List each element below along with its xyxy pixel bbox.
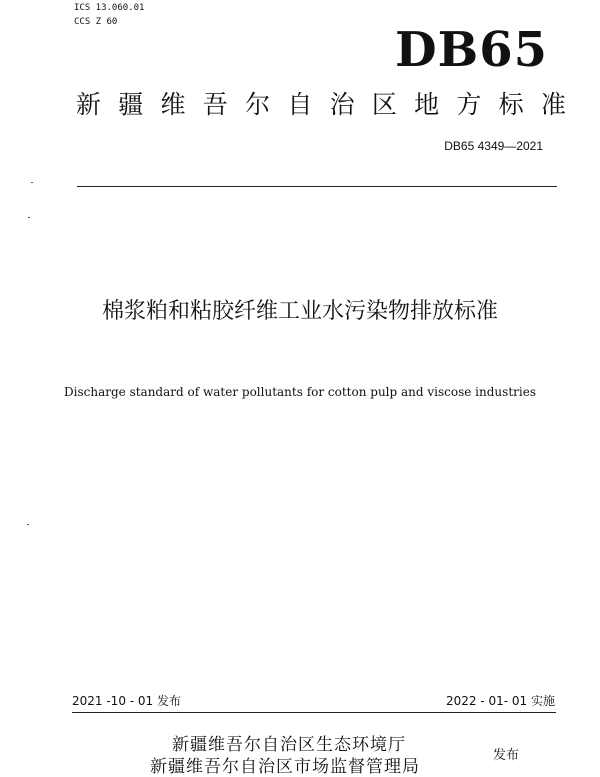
standard-type-char: 新 [76, 90, 102, 119]
standard-number: DB65 4349—2021 [444, 139, 543, 153]
standard-type-char: 治 [329, 90, 355, 119]
standard-type-char: 准 [540, 90, 566, 119]
publish-label: 发布 [493, 748, 520, 763]
chinese-title: 棉浆粕和粘胶纤维工业水污染物排放标准 [101, 299, 498, 324]
header-divider [77, 186, 557, 187]
standard-type-char: 尔 [245, 90, 271, 119]
standard-type-char: 自 [287, 90, 313, 119]
standard-type-char: 吾 [202, 90, 228, 119]
ccs-code: CCS Z 60 [74, 17, 118, 27]
standard-code-logo: DB65 [395, 22, 548, 78]
date-divider [72, 712, 556, 713]
scan-speck [31, 182, 33, 183]
standard-type-char: 维 [160, 90, 186, 119]
standard-type-char: 区 [371, 90, 397, 119]
issuer-market-regulation: 新疆维吾尔自治区市场监督管理局 [150, 757, 420, 777]
standard-type-char: 标 [498, 90, 524, 119]
scan-speck [28, 217, 30, 218]
standard-type-char: 地 [414, 90, 440, 119]
ics-code: ICS 13.060.01 [74, 3, 145, 13]
standard-type-char: 方 [456, 90, 482, 119]
implementation-date: 2022 - 01- 01 实施 [446, 694, 555, 708]
issuer-ecology-dept: 新疆维吾尔自治区生态环境厅 [172, 735, 406, 755]
scan-speck [27, 524, 29, 525]
issue-date: 2021 -10 - 01 发布 [72, 694, 181, 708]
standard-type-char: 疆 [118, 90, 144, 119]
english-title: Discharge standard of water pollutants for cotton pulp and viscose industries [64, 385, 536, 399]
standard-type-title [76, 86, 566, 124]
